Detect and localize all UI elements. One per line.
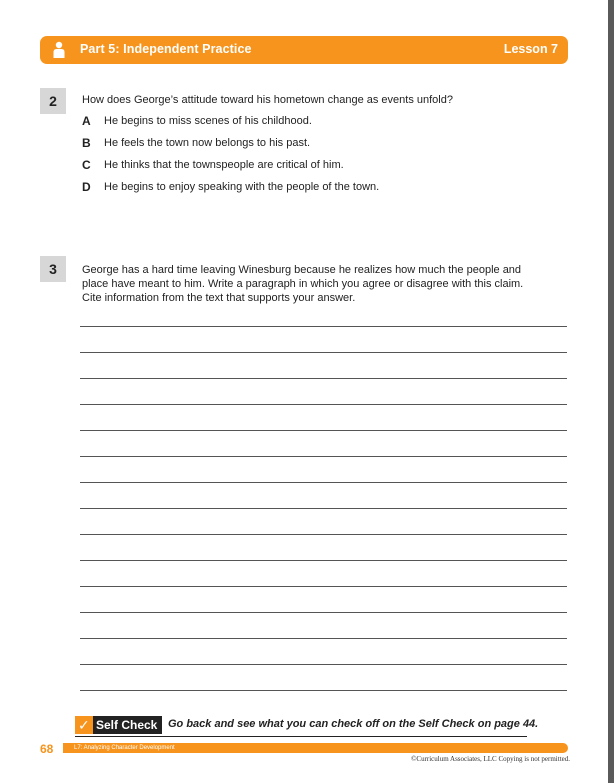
page-number: 68 bbox=[40, 742, 54, 756]
writing-line bbox=[80, 508, 567, 509]
writing-line bbox=[80, 326, 567, 327]
option-text: He thinks that the townspeople are critical of him. bbox=[104, 159, 344, 171]
self-check-divider bbox=[75, 736, 527, 737]
writing-line bbox=[80, 482, 567, 483]
writing-line bbox=[80, 612, 567, 613]
writing-line bbox=[80, 534, 567, 535]
option-text: He feels the town now belongs to his past. bbox=[104, 137, 311, 149]
footer-bar bbox=[63, 743, 568, 753]
question-prompt-line: George has a hard time leaving Winesburg because he realizes how much the people and bbox=[82, 264, 522, 276]
option-text: He begins to enjoy speaking with the people of the town. bbox=[104, 181, 380, 193]
option-letter: D bbox=[82, 180, 91, 194]
question-number-badge: 3 bbox=[40, 256, 66, 282]
person-icon bbox=[49, 40, 69, 60]
writing-line bbox=[80, 430, 567, 431]
writing-line bbox=[80, 352, 567, 353]
question-prompt-line: place have meant to him. Write a paragraph in which you agree or disagree with this claim. bbox=[82, 278, 524, 290]
question-number-badge: 2 bbox=[40, 88, 66, 114]
copyright-notice: ©Curriculum Associates, LLC Copying is not permitted. bbox=[411, 755, 570, 763]
question-prompt-line: Cite information from the text that supports your answer. bbox=[82, 292, 356, 304]
option-letter: B bbox=[82, 136, 91, 150]
option-letter: A bbox=[82, 114, 91, 128]
question-prompt: How does George’s attitude toward his hometown change as events unfold? bbox=[82, 94, 453, 106]
footer-section-label: L7: Analyzing Character Development bbox=[74, 745, 175, 751]
writing-line bbox=[80, 456, 567, 457]
writing-line bbox=[80, 560, 567, 561]
section-title: Part 5: Independent Practice bbox=[80, 42, 252, 56]
writing-line bbox=[80, 404, 567, 405]
writing-line bbox=[80, 690, 567, 691]
writing-line bbox=[80, 638, 567, 639]
writing-line bbox=[80, 586, 567, 587]
writing-line bbox=[80, 664, 567, 665]
writing-line bbox=[80, 378, 567, 379]
section-header bbox=[40, 36, 568, 64]
option-letter: C bbox=[82, 158, 91, 172]
option-text: He begins to miss scenes of his childhood. bbox=[104, 115, 312, 127]
checkmark-icon: ✓ bbox=[75, 716, 93, 734]
lesson-label: Lesson 7 bbox=[503, 42, 558, 56]
self-check-label: Self Check bbox=[93, 716, 162, 734]
self-check-instruction: Go back and see what you can check off on the Self Check on page 44. bbox=[168, 718, 539, 730]
